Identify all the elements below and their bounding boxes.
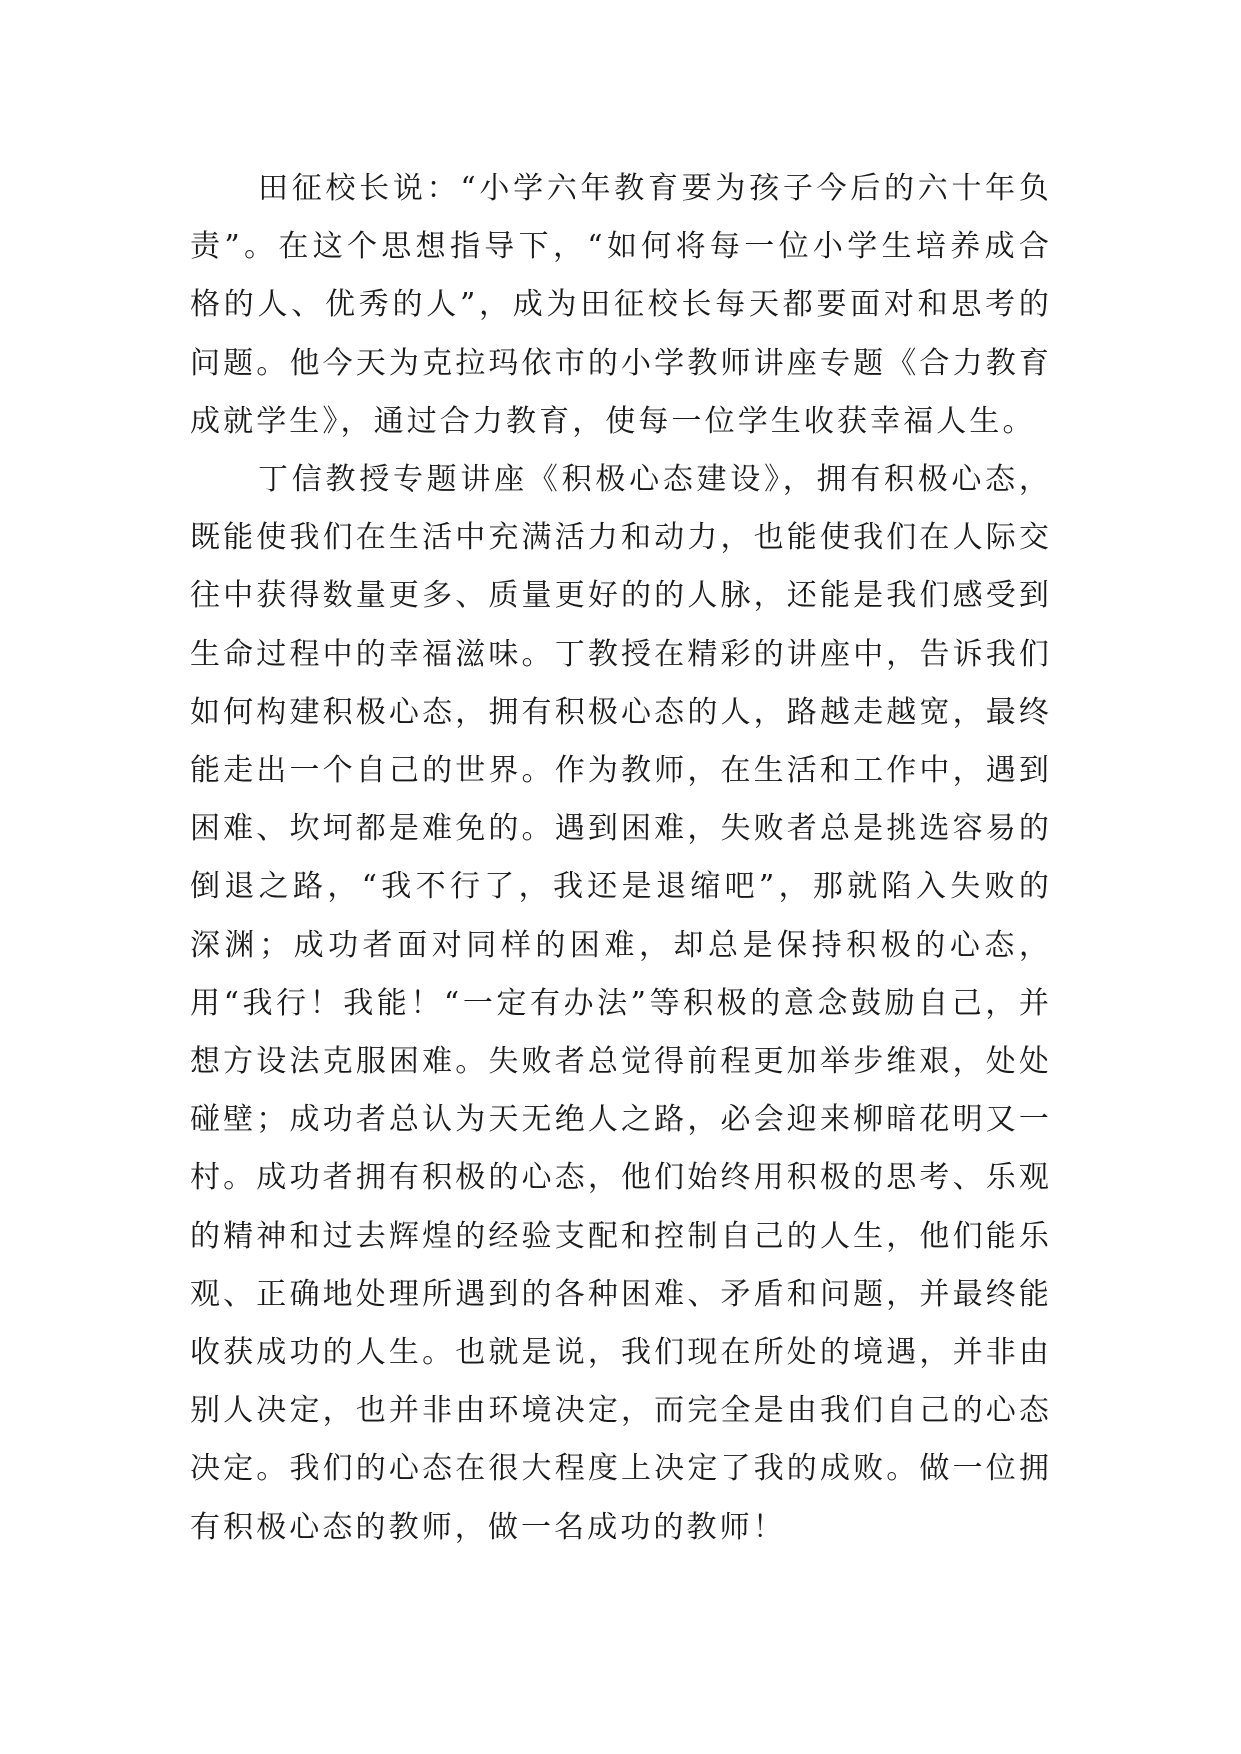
paragraph-principal-tian: 田征校长说：“小学六年教育要为孩子今后的六十年负责”。在这个思想指导下，“如何将每一位小学生培养成合格的人、优秀的人”，成为田征校长每天都要面对和思考的问题。他今天为克拉玛依市的小学教师讲座专题《合力教育成就学生》，通过合力教育，使每一位学生收获幸福人生。 (190, 171, 1052, 439)
document-page (190, 160, 1052, 1557)
paragraph-professor-ding: 丁信教授专题讲座《积极心态建设》，拥有积极心态，既能使我们在生活中充满活力和动力，也能使我们在人际交往中获得数量更多、质量更好的的人脉，还能是我们感受到生命过程中的幸福滋味。丁教授在精彩的讲座中，告诉我们如何构建积极心态，拥有积极心态的人，路越走越宽，最终能走出一个自己的世界。作为教师，在生活和工作中，遇到困难、坎坷都是难免的。遇到困难，失败者总是挑选容易的倒退之路，“我不行了，我还是退缩吧”，那就陷入失败的深渊；成功者面对同样的困难，却总是保持积极的心态，用“我行！我能！“一定有办法”等积极的意念鼓励自己，并想方设法克服困难。失败者总觉得前程更加举步维艰，处处碰壁；成功者总认为天无绝人之路，必会迎来柳暗花明又一村。成功者拥有积极的心态，他们始终用积极的思考、乐观的精神和过去辉煌的经验支配和控制自己的人生，他们能乐观、正确地处理所遇到的各种困难、矛盾和问题，并最终能收获成功的人生。也就是说，我们现在所处的境遇，并非由别人决定，也并非由环境决定，而完全是由我们自己的心态决定。我们的心态在很大程度上决定了我的成败。做一位拥有积极心态的教师，做一名成功的教师！ (190, 462, 1052, 1545)
